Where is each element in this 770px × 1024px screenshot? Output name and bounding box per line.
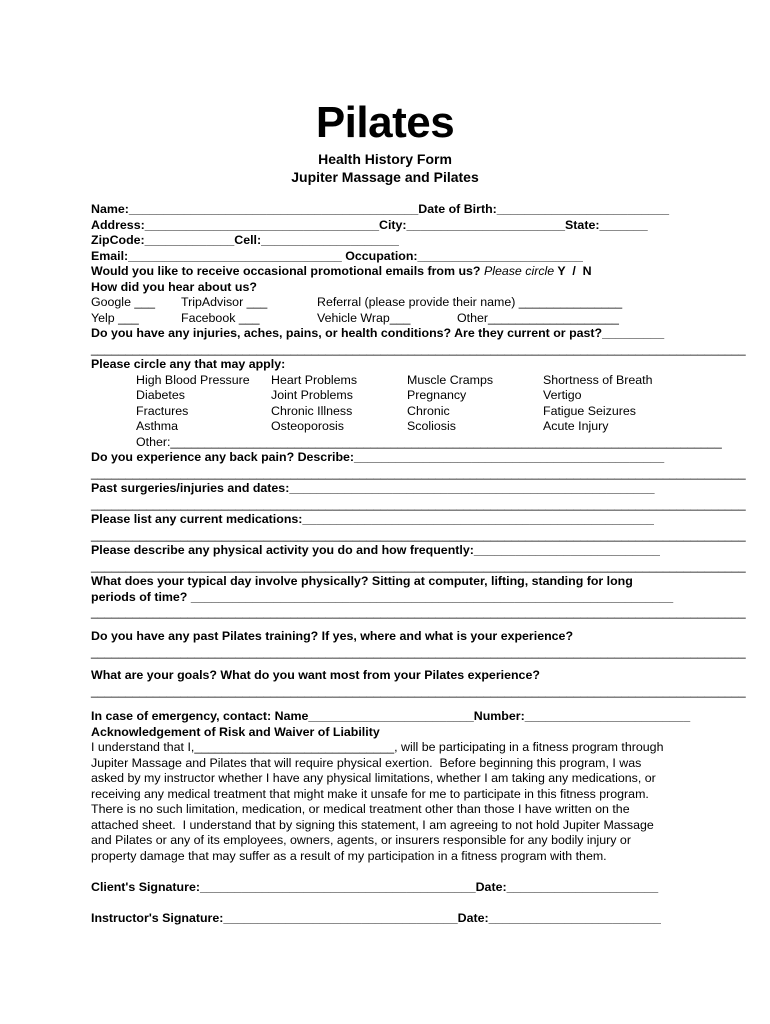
condition-chronic[interactable]: Chronic [407, 404, 450, 418]
emergency-contact-field[interactable]: In case of emergency, contact: Name________________________Number:________________________ [91, 709, 691, 723]
condition-fractures[interactable]: Fractures [136, 404, 189, 418]
referral-vehicle-wrap[interactable]: Vehicle Wrap___ [317, 311, 411, 325]
condition-pregnancy[interactable]: Pregnancy [407, 388, 467, 402]
form-subtitle: Health History Form [318, 151, 452, 167]
referral-yelp[interactable]: Yelp ___ [91, 311, 139, 325]
condition-vertigo[interactable]: Vertigo [543, 388, 582, 402]
blank-line[interactable]: _______________________________________________________________________________________________ [91, 528, 746, 542]
client-signature-field[interactable]: Client's Signature:________________________________________Date:______________________ [91, 880, 659, 894]
referral-facebook[interactable]: Facebook ___ [181, 311, 260, 325]
condition-shortness-of-breath[interactable]: Shortness of Breath [543, 373, 653, 387]
referral-google[interactable]: Google ___ [91, 295, 156, 309]
waiver-text-line: and Pilates or any of its employees, owners, agents, or insurers responsible for any bodily injury or [91, 833, 631, 847]
business-name: Jupiter Massage and Pilates [291, 169, 479, 185]
waiver-text-line: receiving any medical treatment that might make it unsafe for me to participate in this fitness program. [91, 787, 649, 801]
condition-diabetes[interactable]: Diabetes [136, 388, 185, 402]
condition-osteoporosis[interactable]: Osteoporosis [271, 419, 345, 433]
condition-joint-problems[interactable]: Joint Problems [271, 388, 353, 402]
hear-question: How did you hear about us? [91, 280, 257, 294]
blank-line[interactable]: _______________________________________________________________________________________________ [91, 684, 746, 698]
condition-acute-injury[interactable]: Acute Injury [543, 419, 609, 433]
condition-heart-problems[interactable]: Heart Problems [271, 373, 358, 387]
zip-cell-field[interactable]: ZipCode:_____________Cell:____________________ [91, 233, 399, 247]
condition-scoliosis[interactable]: Scoliosis [407, 419, 456, 433]
injuries-question[interactable]: Do you have any injuries, aches, pains, or health conditions? Are they current or past?_________ [91, 326, 665, 340]
back-pain-question[interactable]: Do you experience any back pain? Describe:_____________________________________________ [91, 450, 665, 464]
page-title: Pilates [315, 98, 455, 147]
name-dob-field[interactable]: Name:__________________________________________Date of Birth:_________________________ [91, 202, 670, 216]
waiver-heading: Acknowledgement of Risk and Waiver of Liability [91, 725, 380, 739]
pilates-training-question: Do you have any past Pilates training? If yes, where and what is your experience? [91, 629, 574, 643]
blank-line[interactable]: _______________________________________________________________________________________________ [91, 645, 746, 659]
activity-question[interactable]: Please describe any physical activity you do and how frequently:___________________________ [91, 543, 660, 557]
promo-yn-choice[interactable]: Y / N [554, 264, 592, 278]
condition-high-blood-pressure[interactable]: High Blood Pressure [136, 373, 250, 387]
waiver-text-line: asked by my instructor whether I have any physical limitations, whether I am taking any medications, or [91, 771, 656, 785]
blank-line[interactable]: _______________________________________________________________________________________________ [91, 342, 746, 356]
instructor-signature-field[interactable]: Instructor's Signature:__________________________________Date:_________________________ [91, 911, 661, 925]
promo-circle-hint: Please circle [483, 264, 555, 278]
typical-day-question: What does your typical day involve physically? Sitting at computer, lifting, standing for long [91, 574, 633, 588]
referral-referral[interactable]: Referral (please provide their name) _______________ [317, 295, 623, 309]
blank-line[interactable]: _______________________________________________________________________________________________ [91, 497, 746, 511]
waiver-text-line: property damage that may suffer as a result of my participation in a fitness program with them. [91, 849, 607, 863]
referral-tripadvisor[interactable]: TripAdvisor ___ [181, 295, 268, 309]
condition-chronic-illness[interactable]: Chronic Illness [271, 404, 353, 418]
condition-asthma[interactable]: Asthma [136, 419, 179, 433]
waiver-text-line[interactable]: I understand that I,_____________________________, will be participating in a fitness program through [91, 740, 664, 754]
surgeries-question[interactable]: Past surgeries/injuries and dates:_____________________________________________________ [91, 481, 655, 495]
promo-question-text: Would you like to receive occasional promotional emails from us? [91, 264, 484, 278]
blank-line[interactable]: _______________________________________________________________________________________________ [91, 466, 746, 480]
referral-other[interactable]: Other___________________ [457, 311, 619, 325]
promo-question [91, 264, 679, 280]
condition-other-field[interactable]: Other:________________________________________________________________________________ [136, 435, 722, 449]
condition-fatigue-seizures[interactable]: Fatigue Seizures [543, 404, 636, 418]
medications-question[interactable]: Please list any current medications:___________________________________________________ [91, 512, 654, 526]
circle-question: Please circle any that may apply: [91, 357, 286, 371]
waiver-text-line: attached sheet. I understand that by signing this statement, I am agreeing to not hold Jupiter Massage [91, 818, 654, 832]
typical-day-question-cont[interactable]: periods of time? ______________________________________________________________________ [91, 590, 674, 604]
blank-line[interactable]: _______________________________________________________________________________________________ [91, 559, 746, 573]
goals-question: What are your goals? What do you want most from your Pilates experience? [91, 668, 540, 682]
waiver-text-line: There is no such limitation, medication, or medical treatment other than those I have written on the [91, 802, 630, 816]
condition-muscle-cramps[interactable]: Muscle Cramps [407, 373, 494, 387]
blank-line[interactable]: _______________________________________________________________________________________________ [91, 605, 746, 619]
email-occupation-field[interactable]: Email:_______________________________ Occupation:________________________ [91, 249, 583, 263]
waiver-text-line: Jupiter Massage and Pilates that will require physical exertion. Before beginning this program, I was [91, 756, 642, 770]
address-field[interactable]: Address:__________________________________City:_______________________State:_______ [91, 218, 648, 232]
